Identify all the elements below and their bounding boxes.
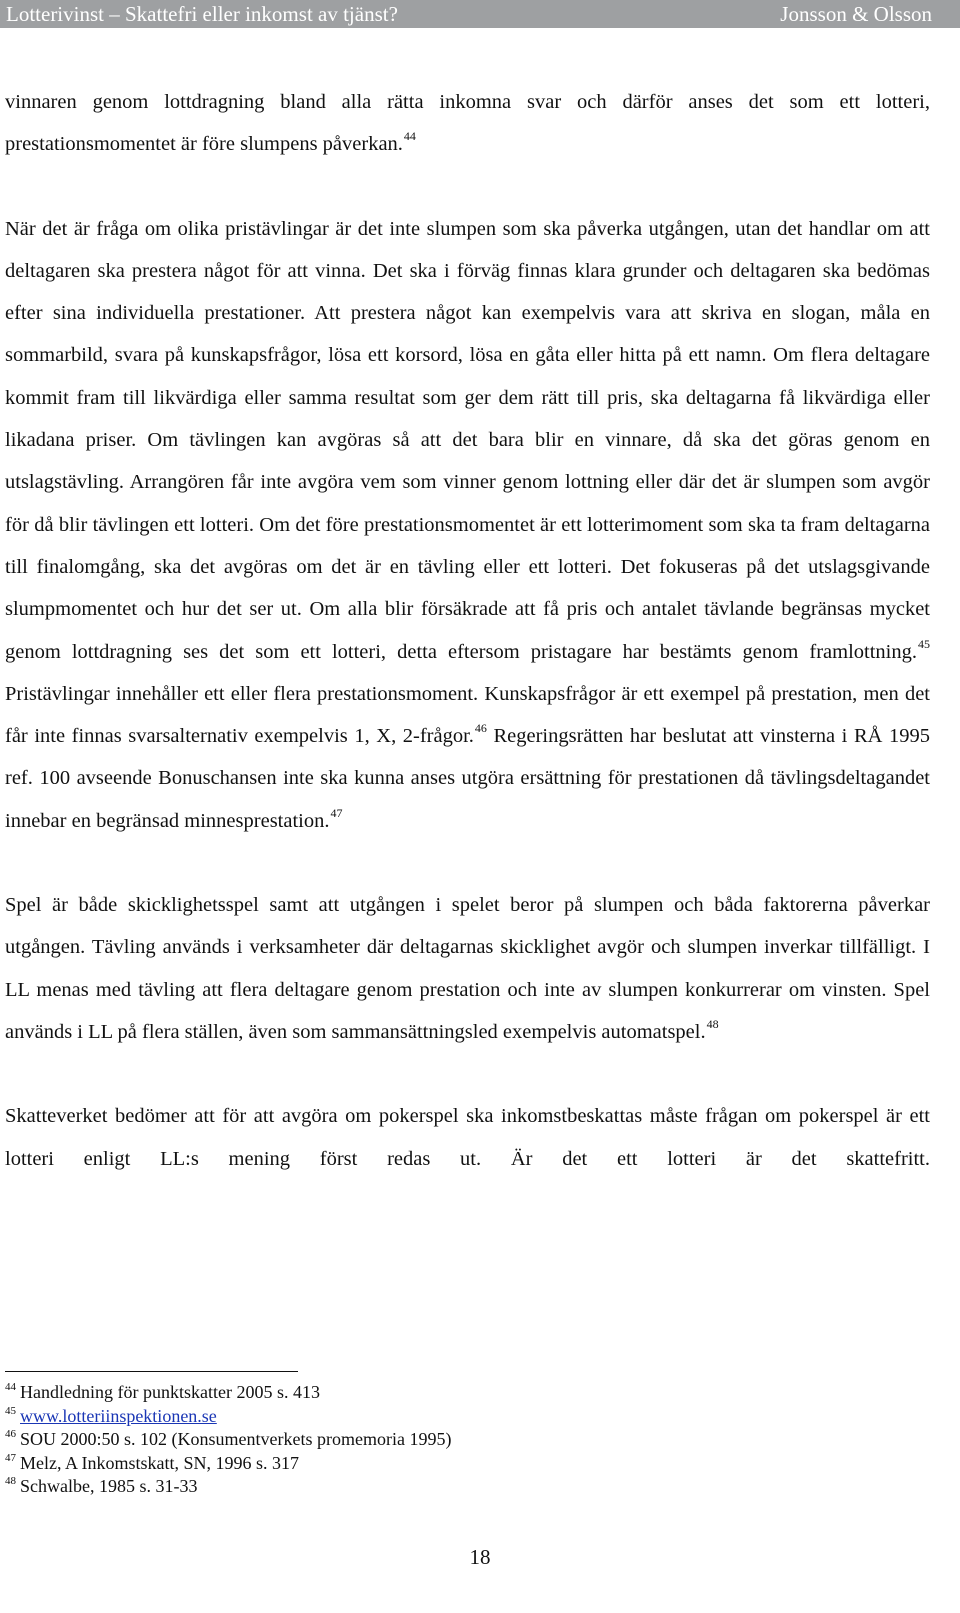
paragraph [5,208,930,842]
footnote-number: 44 [5,1381,16,1393]
footnote-text: SOU 2000:50 s. 102 (Konsumentverkets promemoria 1995) [20,1429,452,1450]
footnote-number: 45 [5,1404,16,1417]
page-number: 18 [469,1545,491,1569]
paragraph-text: vinnaren genom lottdragning bland alla rätta inkomna svar och därför anses det som ett lotteri, prestationsmomentet är före slumpens påverkan. [5,91,930,156]
paragraph-text: Regeringsrätten har beslutat att vinsterna i RÅ 1995 ref. 100 avseende Bonuschansen inte ska kunna anses utgöra ersättning för prestationen då tävlingsdeltagandet innebar en begränsad minnesprestation. [5,725,930,832]
footnote [5,1475,451,1499]
footnote-separator [5,1371,298,1372]
footnote-number: 48 [5,1475,16,1488]
footnote [5,1428,451,1452]
header-title: Lotterivinst – Skattefri eller inkomst av tjänst? [6,2,398,26]
paragraph [5,884,930,1053]
footnote-text: Melz, A Inkomstskatt, SN, 1996 s. 317 [20,1452,300,1473]
paragraph-text: Pristävlingar innehåller ett eller flera prestationsmoment. Kunskapsfrågor är ett exempel på prestation, men det får inte finnas svarsalternativ exempelvis 1, X, 2-frågor. [5,682,930,748]
footnote [5,1381,451,1405]
footnote-reference: 47 [330,805,343,820]
footnote-link[interactable]: www.lotteriinspektionen.se [20,1405,217,1426]
paragraph-text: Spel är både skicklighetsspel samt att utgången i spelet beror på slumpen och båda faktorerna påverkar utgången. Tävling används i verksamheter där deltagarnas skicklighet avgör och slumpen inverkar tillfälligt. I LL menas med tävling att flera deltagare genom prestation och inte av slumpen konkurrerar om vinsten. Spel används i LL på flera ställen, även som sammansättningsled exempelvis automatspel. [5,894,930,1043]
footnote-number: 46 [5,1428,16,1441]
body-text [5,81,930,1180]
running-header [0,0,960,28]
footnote-number: 47 [5,1451,16,1464]
paragraph [5,81,930,166]
footnote-reference: 48 [706,1016,719,1031]
footnote-text: Handledning för punktskatter 2005 s. 413 [20,1382,320,1402]
paragraph-text: När det är fråga om olika pristävlingar är det inte slumpen som ska påverka utgången, utan det handlar om att deltagaren ska prestera något för att vinna. Det ska i förväg finnas klara grunder och deltagaren ska bedömas efter sina individuella prestationer. Att prestera något kan exempelvis vara att skriva en slogan, måla en sommarbild, svara på kunskapsfrågor, lösa ett korsord, lösa en gåta eller hitta på ett namn. Om flera deltagare kommit fram till likvärdiga eller samma resultat som ger dem rätt till pris, ska deltagarna få likvärdiga eller likadana priser. Om tävlingen kan avgöras så att det bara blir en vinnare, då ska det göras genom en utslagstävling. Arrangören får inte avgöra vem som vinner genom lottning eller där det är slumpen som avgör för då blir tävlingen ett lotteri. Om det före prestationsmomentet är ett lotterimoment som ska ta fram deltagarna till finalomgång, ska det avgöras om det är en tävling eller ett lotteri. Det fokuseras på det utslagsgivande slumpmomentet och hur det ser ut. Om alla blir försäkrade att få pris och antalet tävlande begränsas mycket genom lottdragning ses det som ett lotteri, detta eftersom pristagare har bestämts genom framlottning. [5,217,930,663]
paragraph [5,1095,930,1180]
footnotes [5,1381,451,1499]
footnote-reference: 44 [403,129,416,144]
footnote [5,1405,451,1429]
footnote-text: Schwalbe, 1985 s. 31-33 [20,1476,198,1497]
footnote-reference: 45 [918,636,930,651]
header-authors: Jonsson & Olsson [780,2,932,26]
paragraph-text: Skatteverket bedömer att för att avgöra om pokerspel ska inkomstbeskattas måste frågan om pokerspel är ett lotteri enligt LL:s mening först redas ut. Är det ett lotteri är det skattefritt. [5,1105,930,1170]
footnote-reference: 46 [474,721,487,736]
footnote [5,1452,451,1476]
